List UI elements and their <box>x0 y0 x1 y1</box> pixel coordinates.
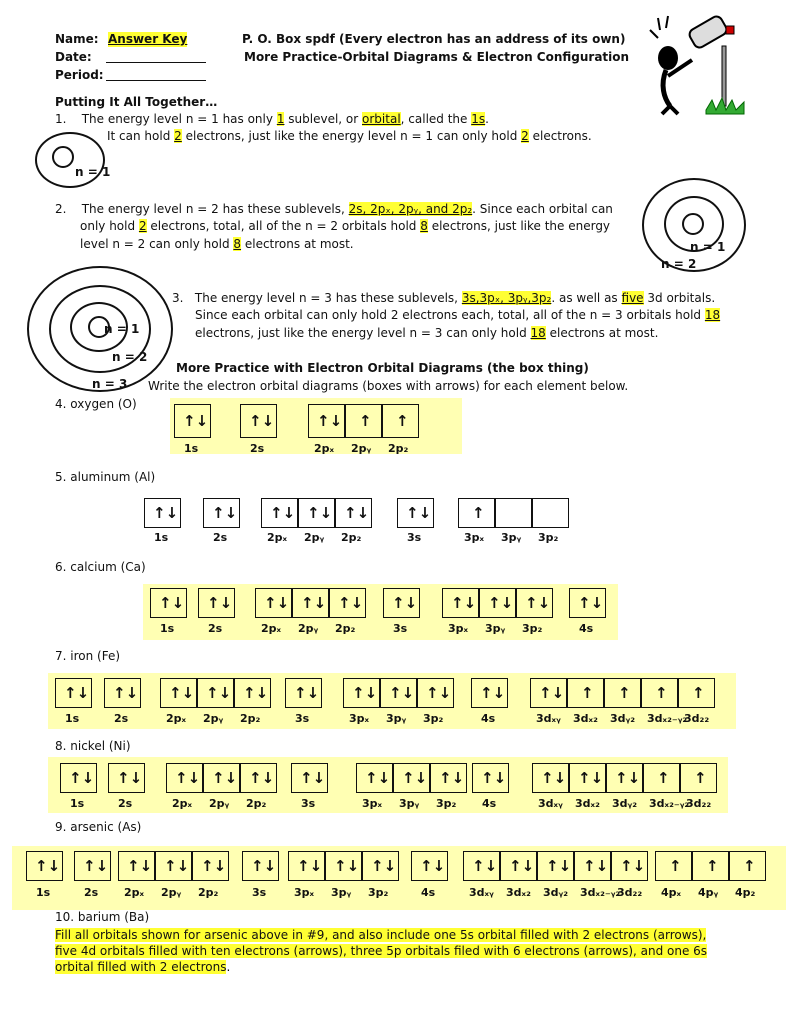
aluminum-electron-arrows: ↑↓ <box>307 504 333 522</box>
barium-instructions <box>55 927 707 975</box>
nickel-sublevel-label: 2pᵧ <box>209 797 230 810</box>
oxygen-sublevel-label: 2p₂ <box>388 442 409 455</box>
nickel-sublevel-label: 2p₂ <box>246 797 267 810</box>
label-n2-2: n = 2 <box>661 257 697 271</box>
q2-line2-a: only hold <box>80 219 136 233</box>
iron-electron-arrows: ↑↓ <box>294 684 320 702</box>
arsenic-electron-arrows: ↑ <box>669 857 682 875</box>
q3-line3-a: electrons, just like the energy level n = 3 can only hold <box>195 326 527 340</box>
calcium-sublevel-label: 4s <box>579 622 594 635</box>
q1-answer-two-a: 2 <box>174 129 182 143</box>
calcium-electron-arrows: ↑↓ <box>451 594 477 612</box>
arsenic-sublevel-label: 3p₂ <box>368 886 389 899</box>
label-n3-2: n = 2 <box>112 350 148 364</box>
arsenic-sublevel-label: 3dₓ₂₋ᵧ₂ <box>580 886 621 899</box>
nickel-sublevel-label: 4s <box>482 797 497 810</box>
nickel-electron-arrows: ↑↓ <box>578 769 604 787</box>
calcium-sublevel-label: 3p₂ <box>522 622 543 635</box>
nickel-electron-arrows: ↑↓ <box>175 769 201 787</box>
arsenic-electron-arrows: ↑↓ <box>334 857 360 875</box>
aluminum-electron-arrows: ↑ <box>472 504 485 522</box>
label-n2-1: n = 1 <box>690 240 726 254</box>
shell-n2-nucleus <box>682 213 704 235</box>
iron-electron-arrows: ↑↓ <box>169 684 195 702</box>
calcium-sublevel-label: 2p₂ <box>335 622 356 635</box>
calcium-sublevel-label: 2s <box>208 622 223 635</box>
date-label: Date: <box>55 50 92 64</box>
iron-electron-arrows: ↑↓ <box>426 684 452 702</box>
q1-line2-c: electrons. <box>532 129 592 143</box>
arsenic-electron-arrows: ↑↓ <box>546 857 572 875</box>
calcium-sublevel-label: 3pᵧ <box>485 622 506 635</box>
aluminum-electron-arrows: ↑↓ <box>270 504 296 522</box>
arsenic-sublevel-label: 4pᵧ <box>698 886 719 899</box>
q1-line2-b: electrons, just like the energy level n = 1 can only hold <box>185 129 518 143</box>
arsenic-electron-arrows: ↑ <box>706 857 719 875</box>
q2-line3 <box>80 237 354 252</box>
iron-electron-arrows: ↑↓ <box>243 684 269 702</box>
iron-electron-arrows: ↑↓ <box>389 684 415 702</box>
oxygen-electron-arrows: ↑ <box>396 412 409 430</box>
q1-text-a: The energy level n = 1 has only <box>81 112 273 126</box>
arsenic-sublevel-label: 3dᵧ₂ <box>543 886 569 899</box>
nickel-sublevel-label: 3s <box>301 797 316 810</box>
arsenic-sublevel-label: 4s <box>421 886 436 899</box>
q1-line1 <box>55 112 489 127</box>
arsenic-sublevel-label: 2pₓ <box>124 886 145 899</box>
q2-line3-a: level n = 2 can only hold <box>80 237 230 251</box>
q1-text-d: . <box>485 112 489 126</box>
nickel-sublevel-label: 3pₓ <box>362 797 383 810</box>
q3-line2 <box>195 308 720 323</box>
arsenic-sublevel-label: 3d₂₂ <box>617 886 643 899</box>
arsenic-electron-arrows: ↑↓ <box>472 857 498 875</box>
nickel-electron-arrows: ↑↓ <box>117 769 143 787</box>
iron-electron-arrows: ↑ <box>692 684 705 702</box>
arsenic-electron-arrows: ↑↓ <box>127 857 153 875</box>
q2-answer-eight-b: 8 <box>233 237 242 251</box>
q2-line2-c: electrons, just like the energy <box>431 219 611 233</box>
barium-line-3: orbital filled with 2 electrons <box>55 960 227 974</box>
nickel-sublevel-label: 1s <box>70 797 85 810</box>
oxygen-electron-arrows: ↑↓ <box>183 412 209 430</box>
aluminum-orbital-box <box>495 498 532 528</box>
q1-text-b: sublevel, or <box>288 112 359 126</box>
q1-answer-orbital: orbital <box>362 112 401 126</box>
arsenic-sublevel-label: 3pᵧ <box>331 886 352 899</box>
aluminum-electron-arrows: ↑↓ <box>153 504 179 522</box>
iron-electron-arrows: ↑↓ <box>64 684 90 702</box>
iron-sublevel-label: 1s <box>65 712 80 725</box>
q2-answer-sublevels: 2s, 2pₓ, 2pᵧ, and 2p₂ <box>348 202 473 216</box>
iron-sublevel-label: 4s <box>481 712 496 725</box>
oxygen-electron-arrows: ↑ <box>359 412 372 430</box>
calcium-electron-arrows: ↑↓ <box>525 594 551 612</box>
q3-line2-a: Since each orbital can only hold 2 electrons each, total, all of the n = 3 orbitals hold <box>195 308 702 322</box>
q1-answer-1s: 1s <box>471 112 486 126</box>
arsenic-electron-arrows: ↑ <box>743 857 756 875</box>
q1-line2 <box>107 129 592 144</box>
q2-answer-two: 2 <box>138 219 147 233</box>
q3-answer-eighteen-b: 18 <box>530 326 546 340</box>
calcium-electron-arrows: ↑↓ <box>159 594 185 612</box>
q3-number: 3. <box>172 291 184 305</box>
item-nickel: 8. nickel (Ni) <box>55 739 131 753</box>
title-1: P. O. Box spdf (Every electron has an address of its own) <box>242 32 626 46</box>
arsenic-electron-arrows: ↑↓ <box>251 857 277 875</box>
iron-electron-arrows: ↑↓ <box>206 684 232 702</box>
title-2: More Practice-Orbital Diagrams & Electron Configuration <box>244 50 630 64</box>
iron-sublevel-label: 3dₓ₂ <box>573 712 598 725</box>
iron-sublevel-label: 2pₓ <box>166 712 187 725</box>
iron-electron-arrows: ↑↓ <box>539 684 565 702</box>
arsenic-electron-arrows: ↑↓ <box>420 857 446 875</box>
arsenic-electron-arrows: ↑↓ <box>83 857 109 875</box>
barium-line-1: Fill all orbitals shown for arsenic above in #9, and also include one 5s orbital filled with 2 electrons (arrows), <box>55 928 707 942</box>
iron-sublevel-label: 3dₓᵧ <box>536 712 561 725</box>
aluminum-sublevel-label: 2pᵧ <box>304 531 325 544</box>
aluminum-orbital-box <box>532 498 569 528</box>
calcium-electron-arrows: ↑↓ <box>264 594 290 612</box>
iron-sublevel-label: 2pᵧ <box>203 712 224 725</box>
arsenic-sublevel-label: 2pᵧ <box>161 886 182 899</box>
iron-electron-arrows: ↑↓ <box>480 684 506 702</box>
nickel-electron-arrows: ↑ <box>694 769 707 787</box>
aluminum-electron-arrows: ↑↓ <box>212 504 238 522</box>
nickel-electron-arrows: ↑↓ <box>615 769 641 787</box>
iron-sublevel-label: 2p₂ <box>240 712 261 725</box>
oxygen-electron-arrows: ↑↓ <box>317 412 343 430</box>
item-arsenic: 9. arsenic (As) <box>55 820 142 834</box>
iron-electron-arrows: ↑↓ <box>352 684 378 702</box>
aluminum-sublevel-label: 3s <box>407 531 422 544</box>
q3-text-c: 3d orbitals. <box>647 291 716 305</box>
arsenic-electron-arrows: ↑↓ <box>35 857 61 875</box>
calcium-sublevel-label: 2pₓ <box>261 622 282 635</box>
iron-sublevel-label: 3dₓ₂₋ᵧ₂ <box>647 712 688 725</box>
label-n3-3: n = 3 <box>92 377 128 391</box>
item-oxygen: 4. oxygen (O) <box>55 397 137 411</box>
nickel-sublevel-label: 3p₂ <box>436 797 457 810</box>
calcium-electron-arrows: ↑↓ <box>578 594 604 612</box>
arsenic-sublevel-label: 3pₓ <box>294 886 315 899</box>
q1-line2-a: It can hold <box>107 129 171 143</box>
q2-line2-b: electrons, total, all of the n = 2 orbitals hold <box>150 219 417 233</box>
aluminum-electron-arrows: ↑↓ <box>406 504 432 522</box>
oxygen-sublevel-label: 1s <box>184 442 199 455</box>
q3-line3-b: electrons at most. <box>549 326 659 340</box>
q3-line1 <box>172 291 715 306</box>
calcium-electron-arrows: ↑↓ <box>207 594 233 612</box>
q2-text-b: . Since each orbital can <box>472 202 613 216</box>
iron-sublevel-label: 3pₓ <box>349 712 370 725</box>
nickel-electron-arrows: ↑↓ <box>249 769 275 787</box>
arsenic-sublevel-label: 2p₂ <box>198 886 219 899</box>
q2-line2 <box>80 219 610 234</box>
arsenic-electron-arrows: ↑↓ <box>583 857 609 875</box>
name-label: Name: <box>55 32 99 46</box>
arsenic-electron-arrows: ↑↓ <box>201 857 227 875</box>
iron-electron-arrows: ↑ <box>618 684 631 702</box>
nickel-sublevel-label: 3dₓ₂₋ᵧ₂ <box>649 797 690 810</box>
arsenic-electron-arrows: ↑↓ <box>509 857 535 875</box>
arsenic-sublevel-label: 1s <box>36 886 51 899</box>
aluminum-sublevel-label: 1s <box>154 531 169 544</box>
iron-sublevel-label: 2s <box>114 712 129 725</box>
label-n1: n = 1 <box>75 165 111 179</box>
calcium-electron-arrows: ↑↓ <box>301 594 327 612</box>
q1-text-c: , called the <box>400 112 468 126</box>
mailbox-stickfigure-icon <box>640 10 760 120</box>
q2-text-a: The energy level n = 2 has these sublevels, <box>81 202 345 216</box>
q1-answer-one: 1 <box>276 112 285 126</box>
q3-answer-five: five <box>621 291 644 305</box>
arsenic-electron-arrows: ↑↓ <box>620 857 646 875</box>
calcium-electron-arrows: ↑↓ <box>488 594 514 612</box>
nickel-sublevel-label: 3dₓ₂ <box>575 797 600 810</box>
nickel-electron-arrows: ↑ <box>657 769 670 787</box>
oxygen-sublevel-label: 2pₓ <box>314 442 335 455</box>
name-value: Answer Key <box>108 32 188 46</box>
nickel-sublevel-label: 2s <box>118 797 133 810</box>
nickel-electron-arrows: ↑↓ <box>212 769 238 787</box>
nickel-sublevel-label: 3dₓᵧ <box>538 797 563 810</box>
calcium-electron-arrows: ↑↓ <box>392 594 418 612</box>
q2-answer-eight-a: 8 <box>420 219 428 233</box>
shell-n1-nucleus <box>52 146 74 168</box>
nickel-sublevel-label: 3dᵧ₂ <box>612 797 638 810</box>
aluminum-sublevel-label: 2s <box>213 531 228 544</box>
date-blank <box>106 50 206 63</box>
q3-answer-sublevels: 3s,3pₓ, 3pᵧ,3p₂ <box>461 291 552 305</box>
item-aluminum: 5. aluminum (Al) <box>55 470 156 484</box>
iron-sublevel-label: 3p₂ <box>423 712 444 725</box>
q2-number: 2. <box>55 202 67 216</box>
calcium-sublevel-label: 3pₓ <box>448 622 469 635</box>
q2-line1 <box>55 202 613 217</box>
nickel-electron-arrows: ↑↓ <box>300 769 326 787</box>
arsenic-sublevel-label: 4pₓ <box>661 886 682 899</box>
oxygen-electron-arrows: ↑↓ <box>249 412 275 430</box>
barium-line-3-end: . <box>226 960 231 974</box>
arsenic-sublevel-label: 3dₓ₂ <box>506 886 531 899</box>
practice-instructions: Write the electron orbital diagrams (boxes with arrows) for each element below. <box>148 379 629 393</box>
aluminum-electron-arrows: ↑↓ <box>344 504 370 522</box>
aluminum-sublevel-label: 2pₓ <box>267 531 288 544</box>
calcium-electron-arrows: ↑↓ <box>338 594 364 612</box>
iron-sublevel-label: 3dᵧ₂ <box>610 712 636 725</box>
arsenic-sublevel-label: 4p₂ <box>735 886 756 899</box>
q1-number: 1. <box>55 112 67 126</box>
nickel-electron-arrows: ↑↓ <box>481 769 507 787</box>
nickel-sublevel-label: 3d₂₂ <box>686 797 712 810</box>
period-blank <box>106 68 206 81</box>
nickel-electron-arrows: ↑↓ <box>69 769 95 787</box>
q3-text-b: . as well as <box>551 291 618 305</box>
iron-electron-arrows: ↑↓ <box>113 684 139 702</box>
nickel-electron-arrows: ↑↓ <box>402 769 428 787</box>
intro-heading: Putting It All Together… <box>55 95 218 109</box>
oxygen-sublevel-label: 2s <box>250 442 265 455</box>
arsenic-electron-arrows: ↑↓ <box>164 857 190 875</box>
arsenic-electron-arrows: ↑↓ <box>371 857 397 875</box>
arsenic-sublevel-label: 2s <box>84 886 99 899</box>
aluminum-sublevel-label: 3p₂ <box>538 531 559 544</box>
q3-answer-eighteen-a: 18 <box>704 308 721 322</box>
period-label: Period: <box>55 68 104 82</box>
nickel-sublevel-label: 2pₓ <box>172 797 193 810</box>
calcium-sublevel-label: 3s <box>393 622 408 635</box>
barium-line-2: five 4d orbitals filled with ten electrons (arrows), three 5p orbitals filed with 6 electrons (arrows), and one 6s <box>55 944 708 958</box>
item-barium: 10. barium (Ba) <box>55 910 150 924</box>
arsenic-sublevel-label: 3s <box>252 886 267 899</box>
practice-heading: More Practice with Electron Orbital Diagrams (the box thing) <box>176 361 589 375</box>
iron-electron-arrows: ↑ <box>581 684 594 702</box>
nickel-electron-arrows: ↑↓ <box>541 769 567 787</box>
oxygen-sublevel-label: 2pᵧ <box>351 442 372 455</box>
q2-line3-b: electrons at most. <box>244 237 354 251</box>
aluminum-sublevel-label: 3pᵧ <box>501 531 522 544</box>
q3-text-a: The energy level n = 3 has these sublevels, <box>194 291 458 305</box>
aluminum-sublevel-label: 3pₓ <box>464 531 485 544</box>
iron-sublevel-label: 3s <box>295 712 310 725</box>
q1-answer-two-b: 2 <box>521 129 529 143</box>
item-iron: 7. iron (Fe) <box>55 649 121 663</box>
iron-electron-arrows: ↑ <box>655 684 668 702</box>
nickel-electron-arrows: ↑↓ <box>365 769 391 787</box>
nickel-electron-arrows: ↑↓ <box>439 769 465 787</box>
aluminum-sublevel-label: 2p₂ <box>341 531 362 544</box>
calcium-sublevel-label: 2pᵧ <box>298 622 319 635</box>
nickel-sublevel-label: 3pᵧ <box>399 797 420 810</box>
q3-line3 <box>195 326 658 341</box>
label-n3-1: n = 1 <box>104 322 140 336</box>
iron-sublevel-label: 3d₂₂ <box>684 712 710 725</box>
item-calcium: 6. calcium (Ca) <box>55 560 146 574</box>
calcium-sublevel-label: 1s <box>160 622 175 635</box>
arsenic-electron-arrows: ↑↓ <box>297 857 323 875</box>
iron-sublevel-label: 3pᵧ <box>386 712 407 725</box>
arsenic-sublevel-label: 3dₓᵧ <box>469 886 494 899</box>
